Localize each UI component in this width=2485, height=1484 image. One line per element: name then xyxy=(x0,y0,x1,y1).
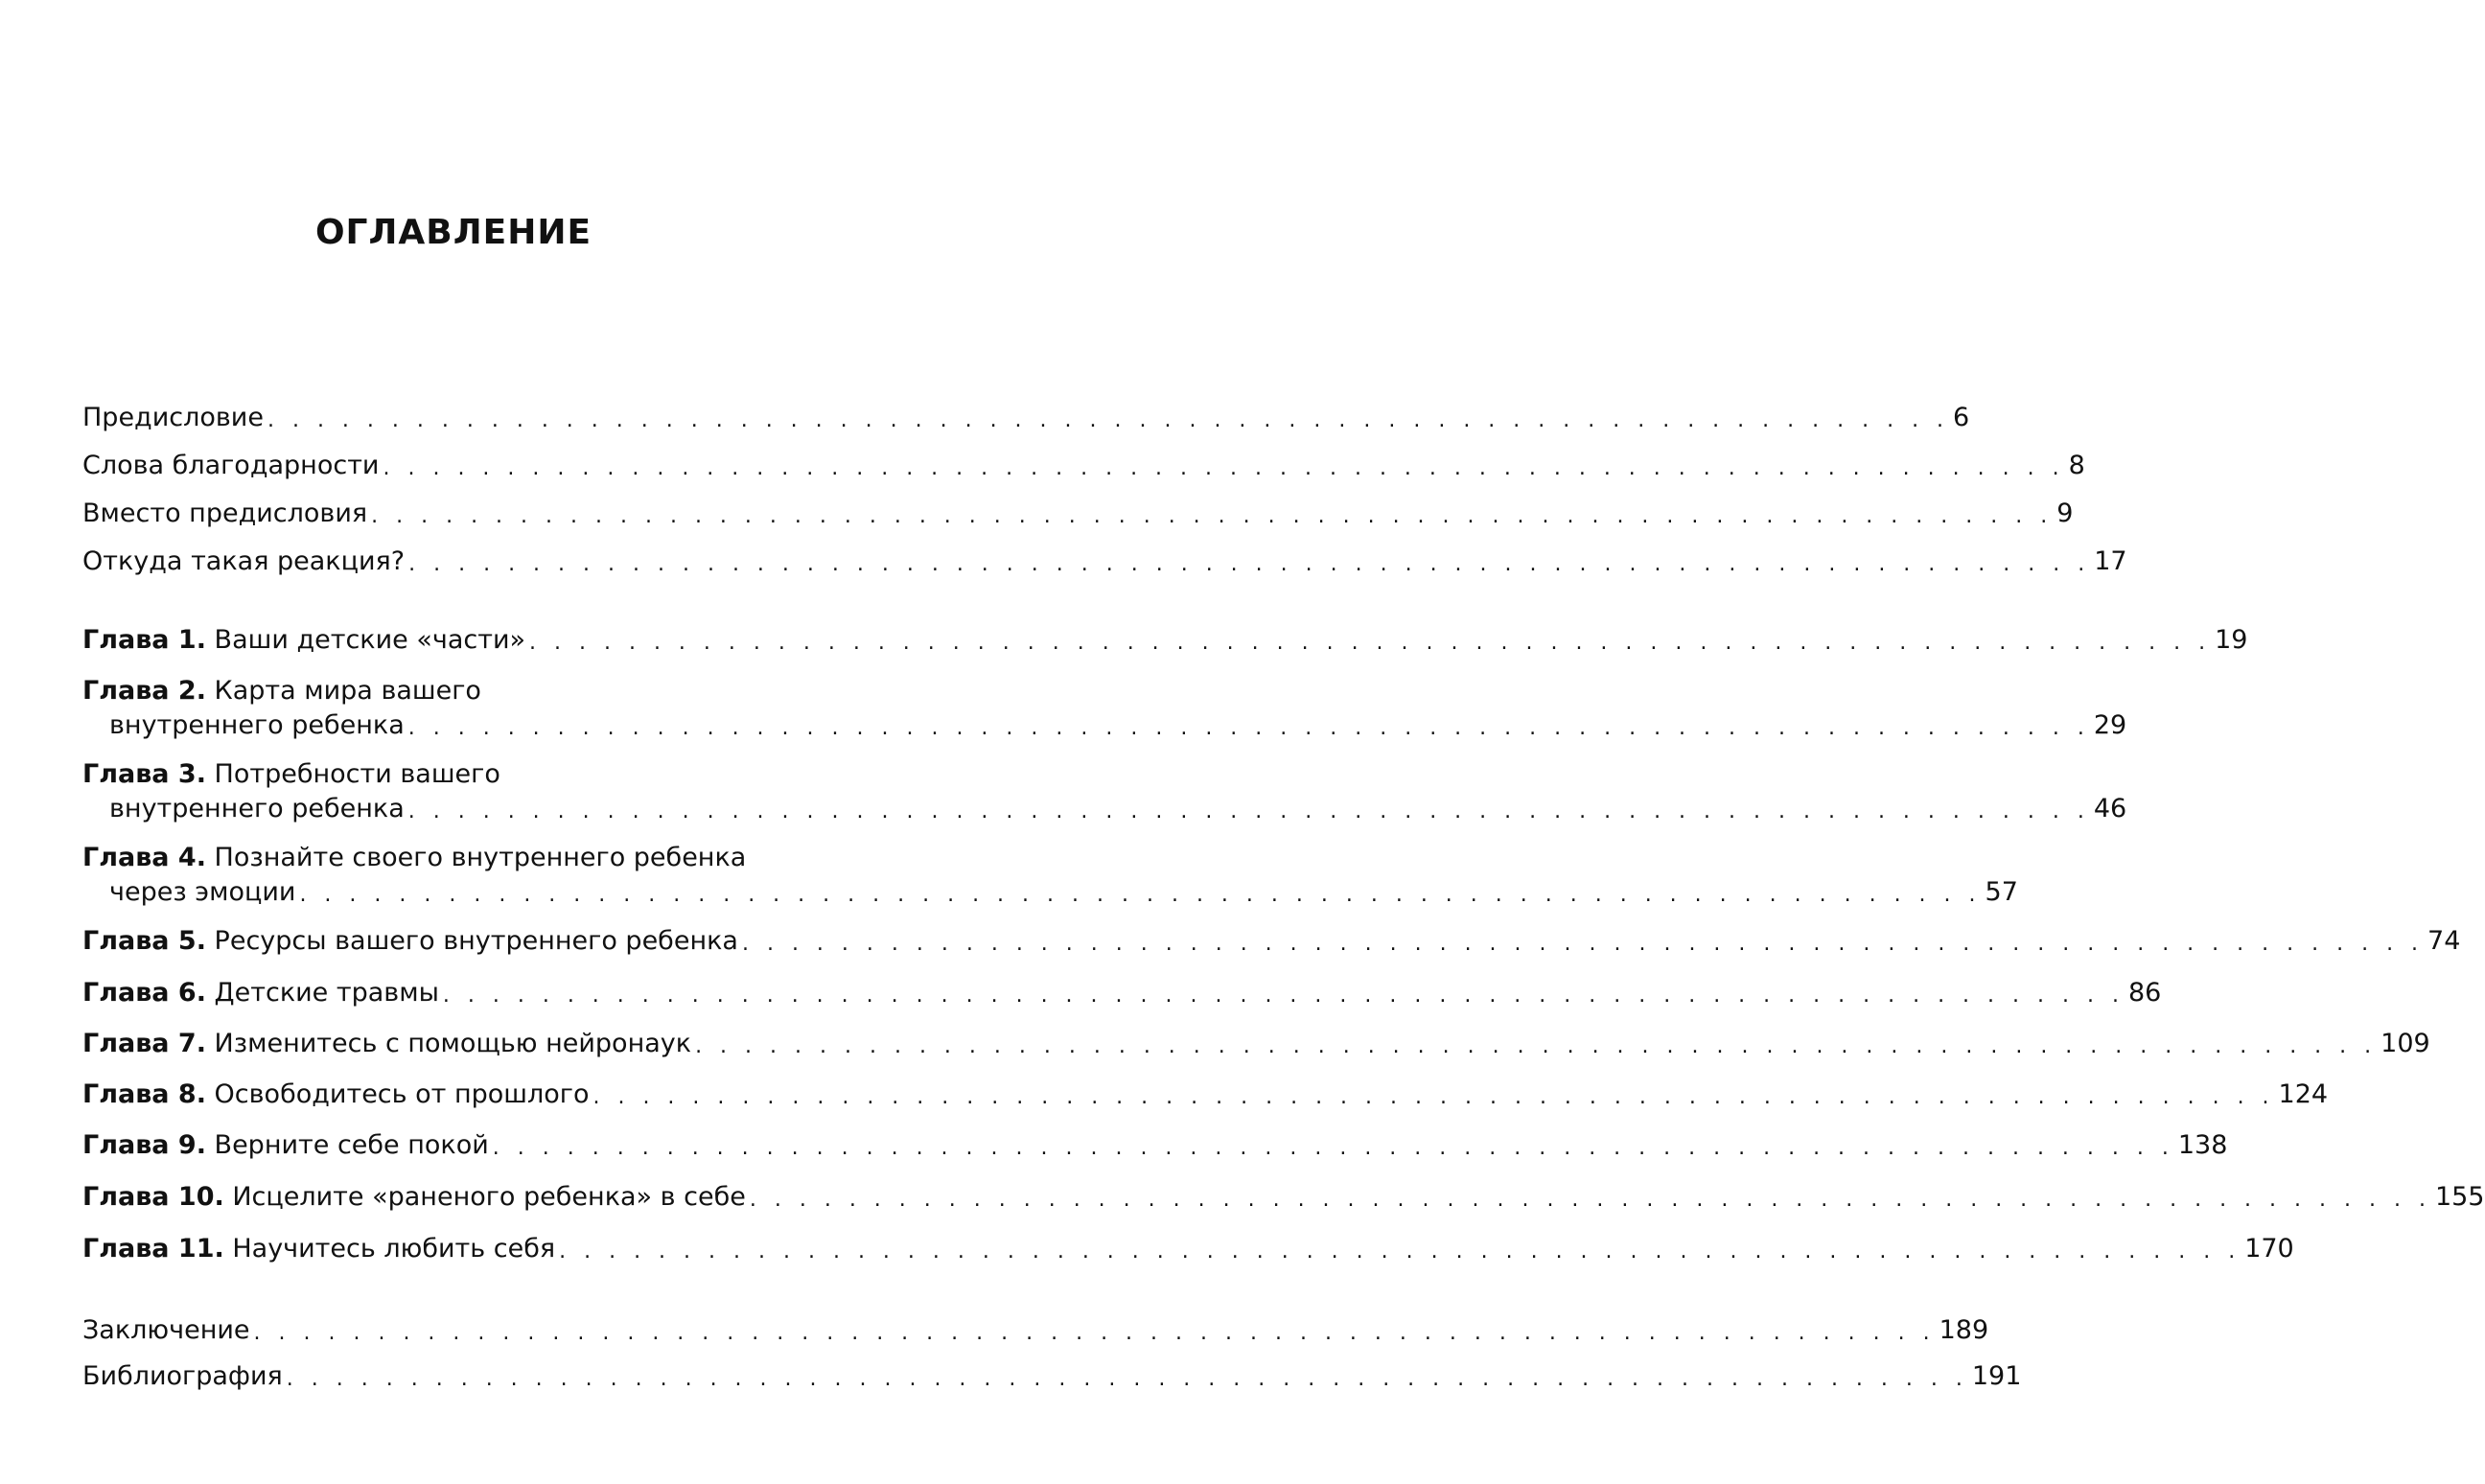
leader-dots: . . . . . . . . . . . . . . . . . . . . . . . . . . . . . . . . . . . . . . . . . . . . . . . . . . . . . . . . . . . . . . . . . . . . xyxy=(559,1240,2241,1264)
toc-entry-chapter-2 xyxy=(82,674,2127,743)
leader-dots: . . . . . . . . . . . . . . . . . . . . . . . . . . . . . . . . . . . . . . . . . . . . . . . . . . . . . . . . . . . . . . . . . . . . xyxy=(253,1321,1936,1345)
leader-dots: . . . . . . . . . . . . . . . . . . . . . . . . . . . . . . . . . . . . . . . . . . . . . . . . . . . . . . . . . . . . . . . . . . . . xyxy=(529,631,2212,655)
entry-title: Ваши детские «части» xyxy=(214,625,526,655)
leader-dots: . . . . . . . . . . . . . . . . . . . . . . . . . . . . . . . . . . . . . . . . . . . . . . . . . . . . . . . . . . . . . . . . . . . . xyxy=(383,456,2065,480)
chapter-label: Глава 4. xyxy=(82,843,206,872)
entry-title: Исцелите «раненого ребенка» в себе xyxy=(232,1182,746,1212)
page-number: 57 xyxy=(1985,877,2018,907)
toc-entry-chapter-10 xyxy=(82,1180,2485,1215)
leader-dots: . . . . . . . . . . . . . . . . . . . . . . . . . . . . . . . . . . . . . . . . . . . . . . . . . . . . . . . . . . . . . . . . . . . . xyxy=(407,800,2090,823)
leader-dots: . . . . . . . . . . . . . . . . . . . . . . . . . . . . . . . . . . . . . . . . . . . . . . . . . . . . . . . . . . . . . . . . . . . . xyxy=(749,1188,2431,1212)
entry-title: Познайте своего внутреннего ребенка xyxy=(214,843,747,872)
entry-title: Освободитесь от прошлого xyxy=(214,1079,590,1109)
entry-line-1 xyxy=(82,841,826,875)
entry-title-continued: внутреннего ребенка xyxy=(109,710,405,740)
page-number: 17 xyxy=(2094,546,2127,576)
entry-title: Вместо предисловия xyxy=(82,499,368,528)
entry-title: Библиография xyxy=(82,1361,283,1391)
entry-line-1 xyxy=(82,674,826,708)
toc-entry-acknowledgements xyxy=(82,449,2085,483)
leader-dots: . . . . . . . . . . . . . . . . . . . . . . . . . . . . . . . . . . . . . . . . . . . . . . . . . . . . . . . . . . . . . . . . . . . . xyxy=(408,552,2091,576)
entry-title: Научитесь любить себя xyxy=(232,1234,556,1264)
leader-dots: . . . . . . . . . . . . . . . . . . . . . . . . . . . . . . . . . . . . . . . . . . . . . . . . . . . . . . . . . . . . . . . . . . . . xyxy=(592,1085,2275,1109)
entry-title: Детские травмы xyxy=(214,978,439,1008)
page-number: 74 xyxy=(2427,926,2461,956)
leader-dots: . . . . . . . . . . . . . . . . . . . . . . . . . . . . . . . . . . . . . . . . . . . . . . . . . . . . . . . . . . . . . . . . . . . . xyxy=(741,932,2425,956)
entry-title-continued: через эмоции xyxy=(109,877,296,907)
entry-title: Ресурсы вашего внутреннего ребенка xyxy=(214,926,738,956)
leader-dots: . . . . . . . . . . . . . . . . . . . . . . . . . . . . . . . . . . . . . . . . . . . . . . . . . . . . . . . . . . . . . . . . . . . . xyxy=(695,1034,2378,1058)
chapter-label: Глава 5. xyxy=(82,926,206,956)
entry-title: Карта мира вашего xyxy=(214,676,481,706)
leader-dots: . . . . . . . . . . . . . . . . . . . . . . . . . . . . . . . . . . . . . . . . . . . . . . . . . . . . . . . . . . . . . . . . . . . . xyxy=(442,984,2125,1008)
leader-dots: . . . . . . . . . . . . . . . . . . . . . . . . . . . . . . . . . . . . . . . . . . . . . . . . . . . . . . . . . . . . . . . . . . . . xyxy=(492,1136,2174,1160)
entry-title-continued: внутреннего ребенка xyxy=(109,794,405,823)
page-number: 124 xyxy=(2278,1079,2329,1109)
entry-title: Откуда такая реакция? xyxy=(82,546,406,576)
chapter-label: Глава 3. xyxy=(82,759,206,789)
page-number: 46 xyxy=(2093,794,2127,823)
leader-dots: . . . . . . . . . . . . . . . . . . . . . . . . . . . . . . . . . . . . . . . . . . . . . . . . . . . . . . . . . . . . . . . . . . . . xyxy=(371,504,2054,528)
toc-entry-chapter-7 xyxy=(82,1027,2430,1061)
page-number: 138 xyxy=(2177,1130,2228,1160)
toc-entry-preface xyxy=(82,401,1970,435)
leader-dots: . . . . . . . . . . . . . . . . . . . . . . . . . . . . . . . . . . . . . . . . . . . . . . . . . . . . . . . . . . . . . . . . . . . . xyxy=(267,408,1950,432)
page-number: 155 xyxy=(2434,1182,2485,1212)
page-number: 9 xyxy=(2056,499,2074,528)
toc-entry-conclusion xyxy=(82,1313,1989,1348)
entry-line-2 xyxy=(82,875,2018,910)
toc-entry-chapter-8 xyxy=(82,1078,2329,1112)
leader-dots: . . . . . . . . . . . . . . . . . . . . . . . . . . . . . . . . . . . . . . . . . . . . . . . . . . . . . . . . . . . . . . . . . . . . xyxy=(299,883,1982,907)
chapter-label: Глава 11. xyxy=(82,1234,224,1264)
leader-dots: . . . . . . . . . . . . . . . . . . . . . . . . . . . . . . . . . . . . . . . . . . . . . . . . . . . . . . . . . . . . . . . . . . . . xyxy=(286,1367,1968,1391)
leader-dots: . . . . . . . . . . . . . . . . . . . . . . . . . . . . . . . . . . . . . . . . . . . . . . . . . . . . . . . . . . . . . . . . . . . . xyxy=(407,716,2090,740)
chapter-label: Глава 7. xyxy=(82,1029,206,1058)
toc-entry-instead-of-preface xyxy=(82,497,2074,531)
chapter-label: Глава 6. xyxy=(82,978,206,1008)
entry-title: Предисловие xyxy=(82,403,264,432)
page-number: 191 xyxy=(1971,1361,2022,1391)
chapter-label: Глава 10. xyxy=(82,1182,224,1212)
page-number: 29 xyxy=(2093,710,2127,740)
entry-title: Изменитесь с помощью нейронаук xyxy=(214,1029,692,1058)
page-number: 19 xyxy=(2215,625,2248,655)
toc-entry-chapter-9 xyxy=(82,1128,2228,1163)
toc-entry-bibliography xyxy=(82,1359,2022,1394)
page-number: 109 xyxy=(2380,1029,2430,1058)
entry-title: Заключение xyxy=(82,1315,250,1345)
entry-title: Слова благодарности xyxy=(82,451,380,480)
entry-line-1 xyxy=(82,757,826,792)
page-number: 189 xyxy=(1939,1315,1989,1345)
toc-entry-chapter-1 xyxy=(82,623,2248,658)
chapter-label: Глава 2. xyxy=(82,676,206,706)
chapter-label: Глава 1. xyxy=(82,625,206,655)
chapter-label: Глава 9. xyxy=(82,1130,206,1160)
toc-entry-chapter-4 xyxy=(82,841,2018,910)
toc-entry-chapter-3 xyxy=(82,757,2127,826)
toc-entry-chapter-6 xyxy=(82,976,2162,1010)
entry-line-2 xyxy=(82,792,2127,826)
chapter-label: Глава 8. xyxy=(82,1079,206,1109)
entry-title: Потребности вашего xyxy=(214,759,500,789)
page-number: 86 xyxy=(2127,978,2162,1008)
entry-line-2 xyxy=(82,708,2127,743)
entry-title: Верните себе покой xyxy=(214,1130,489,1160)
toc-entry-chapter-5 xyxy=(82,924,2461,959)
toc-entry-where-reaction xyxy=(82,545,2127,579)
toc-entry-chapter-11 xyxy=(82,1232,2294,1266)
page-number: 170 xyxy=(2244,1234,2294,1264)
page-title: ОГЛАВЛЕНИЕ xyxy=(314,213,592,252)
page-number: 6 xyxy=(1953,403,1970,432)
page-number: 8 xyxy=(2068,451,2085,480)
